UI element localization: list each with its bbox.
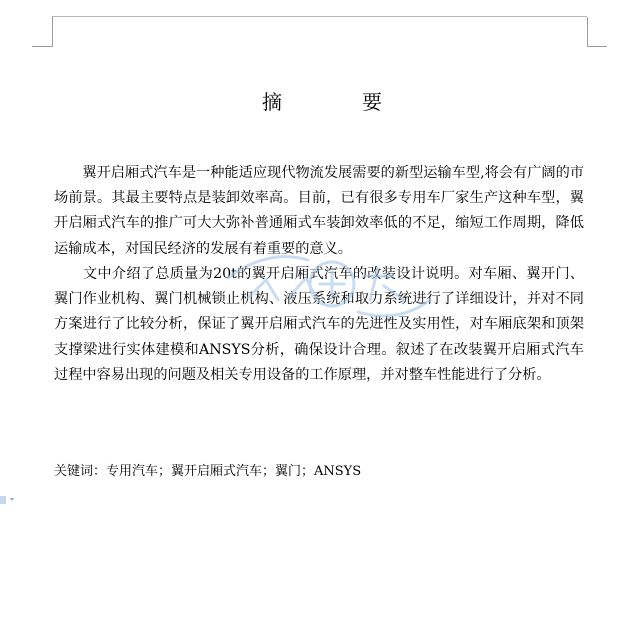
- crop-mark-top-right-h: [587, 46, 607, 47]
- margin-marker-icon: [0, 494, 16, 506]
- abstract-paragraph-1: 翼开启厢式汽车是一种能适应现代物流发展需要的新型运输车型,将会有广阔的市场前景。其最主要特点是装卸效率高。目前，已有很多专用车厂家生产这种车型，翼开启厢式汽车的推广可大大弥补普通厢式车装卸效率低的不足，缩短工作周期，降低运输成本，对国民经济的发展有着重要的意义。: [54, 165, 584, 257]
- abstract-title: 摘 要: [262, 90, 412, 114]
- crop-mark-top-right-v: [587, 17, 588, 47]
- crop-mark-top-left-h: [32, 46, 52, 47]
- crop-mark-top-left-v: [52, 17, 53, 47]
- header-rule: [52, 16, 587, 17]
- abstract-paragraph-2: 文中介绍了总质量为20t的翼开启厢式汽车的改装设计说明。对车厢、翼开门、翼门作业机构、翼门机械锁止机构、液压系统和取力系统进行了详细设计，并对不同方案进行了比较分析，保证了翼开启厢式汽车的先进性及实用性，对车厢底架和顶架支撑梁进行实体建模和ANSYS分析，确保设计合理。叙述了在改装翼开启厢式汽车过程中容易出现的问题及相关专用设备的工作原理，并对整车性能进行了分析。: [54, 266, 584, 383]
- keywords-line: 关键词：专用汽车；翼开启厢式汽车；翼门；ANSYS: [54, 464, 362, 479]
